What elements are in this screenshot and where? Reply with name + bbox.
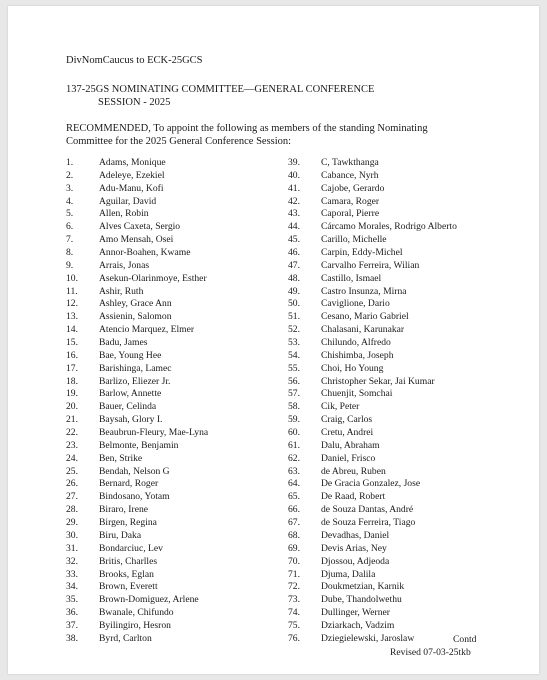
member-number: 63. xyxy=(288,465,300,477)
member-number: 25. xyxy=(66,465,78,477)
member-name: Brown, Everett xyxy=(99,581,158,593)
member-name: Devis Arias, Ney xyxy=(321,542,387,554)
member-name: Chilundo, Alfredo xyxy=(321,337,391,349)
member-number: 10. xyxy=(66,272,78,284)
member-number: 28. xyxy=(66,504,78,516)
member-number: 48. xyxy=(288,272,300,284)
member-number: 66. xyxy=(288,504,300,516)
member-name: Bernard, Roger xyxy=(99,478,159,490)
member-number: 67. xyxy=(288,517,300,529)
member-name: Britis, Charlles xyxy=(99,555,158,567)
member-name: Camara, Roger xyxy=(321,195,380,207)
member-number: 21. xyxy=(66,414,78,426)
member-name: Barlizo, Eliezer Jr. xyxy=(99,375,171,387)
member-number: 4. xyxy=(66,195,74,207)
document-page xyxy=(8,6,539,674)
member-name: Adams, Monique xyxy=(99,157,166,168)
member-name: Castillo, Ismael xyxy=(321,272,382,284)
member-number: 53. xyxy=(288,337,300,349)
member-number: 54. xyxy=(288,349,300,361)
member-number: 35. xyxy=(66,594,78,606)
member-name: Biru, Daka xyxy=(99,529,142,541)
member-name: Cik, Peter xyxy=(321,401,360,413)
member-name: Bondarciuc, Lev xyxy=(99,542,163,554)
member-name: Belmonte, Benjamin xyxy=(99,439,179,451)
member-number: 61. xyxy=(288,439,300,451)
member-name: Chalasani, Karunakar xyxy=(321,324,405,336)
member-number: 26. xyxy=(66,478,78,490)
routing-line: DivNomCaucus to ECK-25GCS xyxy=(66,55,203,66)
member-number: 33. xyxy=(66,568,78,580)
member-name: Birgen, Regina xyxy=(99,517,157,529)
member-number: 71. xyxy=(288,568,300,580)
member-number: 22. xyxy=(66,427,78,439)
member-number: 29. xyxy=(66,517,78,529)
member-name: Cabance, Nyrh xyxy=(321,169,379,181)
member-number: 43. xyxy=(288,208,300,220)
member-number: 36. xyxy=(66,607,78,619)
member-name: Baysah, Glory I. xyxy=(99,414,163,426)
member-name: Carvalho Ferreira, Wilian xyxy=(321,259,420,271)
member-number: 56. xyxy=(288,375,300,387)
member-number: 18. xyxy=(66,375,78,387)
member-number: 72. xyxy=(288,581,300,593)
member-number: 75. xyxy=(288,619,300,631)
member-name: De Raad, Robert xyxy=(321,491,386,503)
member-number: 50. xyxy=(288,298,300,310)
member-number: 15. xyxy=(66,337,78,349)
member-name: Dalu, Abraham xyxy=(321,439,380,451)
member-name: Adu-Manu, Kofi xyxy=(99,182,164,194)
member-number: 39. xyxy=(288,157,300,168)
member-name: Beaubrun-Fleury, Mae-Lyna xyxy=(99,427,209,439)
member-name: Alves Caxeta, Sergio xyxy=(99,221,181,233)
member-name: Aguilar, David xyxy=(99,195,157,207)
member-number: 44. xyxy=(288,221,300,233)
member-number: 30. xyxy=(66,529,78,541)
member-name: Bae, Young Hee xyxy=(99,349,162,361)
document-title: 137-25GS NOMINATING COMMITTEE—GENERAL CONFERENCE xyxy=(66,84,375,95)
member-number: 68. xyxy=(288,529,300,541)
member-number: 5. xyxy=(66,208,74,220)
member-name: Bindosano, Yotam xyxy=(99,491,170,503)
member-name: Byilingiro, Hesron xyxy=(99,619,171,631)
recommendation-text-continued: Committee for the 2025 General Conference Session: xyxy=(66,136,292,147)
member-number: 52. xyxy=(288,324,300,336)
member-number: 12. xyxy=(66,298,78,310)
member-name: Bwanale, Chifundo xyxy=(99,607,174,619)
member-name: Amo Mensah, Osei xyxy=(99,234,174,246)
member-number: 8. xyxy=(66,247,74,259)
member-name: C, Tawkthanga xyxy=(321,157,379,168)
member-number: 3. xyxy=(66,182,74,194)
member-name: Arrais, Jonas xyxy=(99,259,150,271)
member-name: Asekun-Olarinmoye, Esther xyxy=(99,272,207,284)
member-number: 58. xyxy=(288,401,300,413)
member-name: Allen, Robin xyxy=(99,208,149,220)
member-number: 11. xyxy=(66,285,78,297)
member-number: 46. xyxy=(288,247,300,259)
member-name: de Souza Dantas, André xyxy=(321,504,414,516)
member-name: Dziarkach, Vadzim xyxy=(321,619,395,631)
member-name: Adeleye, Ezekiel xyxy=(99,169,165,181)
member-name: Carpin, Eddy-Michel xyxy=(321,247,403,259)
member-number: 17. xyxy=(66,362,78,374)
member-number: 64. xyxy=(288,478,300,490)
member-number: 47. xyxy=(288,259,300,271)
member-number: 6. xyxy=(66,221,74,233)
member-name: Castro Insunza, Mirna xyxy=(321,285,407,297)
member-name: Christopher Sekar, Jai Kumar xyxy=(321,375,435,387)
member-number: 74. xyxy=(288,607,300,619)
member-number: 14. xyxy=(66,324,78,336)
member-number: 13. xyxy=(66,311,78,323)
member-name: Chishimba, Joseph xyxy=(321,349,394,361)
member-number: 32. xyxy=(66,555,78,567)
member-name: Ashir, Ruth xyxy=(99,285,144,297)
member-number: 34. xyxy=(66,581,78,593)
member-number: 49. xyxy=(288,285,300,297)
member-name: Doukmetzian, Karnik xyxy=(321,581,405,593)
member-name: Badu, James xyxy=(99,337,148,349)
member-number: 69. xyxy=(288,542,300,554)
member-name: Brown-Domiguez, Arlene xyxy=(99,594,199,606)
member-number: 41. xyxy=(288,182,300,194)
member-name: Cárcamo Morales, Rodrigo Alberto xyxy=(321,221,457,233)
member-name: Dube, Thandolwethu xyxy=(321,594,402,606)
member-name: Biraro, Irene xyxy=(99,504,149,516)
member-name: de Souza Ferreira, Tiago xyxy=(321,517,416,529)
member-name: Djossou, Adjeoda xyxy=(321,555,390,567)
member-name: Cesano, Mario Gabriel xyxy=(321,311,409,323)
member-name: Carillo, Michelle xyxy=(321,234,387,246)
member-name: Djuma, Dalila xyxy=(321,568,376,580)
member-name: Ben, Strike xyxy=(99,452,143,464)
recommendation-text: RECOMMENDED, To appoint the following as members of the standing Nominating xyxy=(66,123,428,134)
member-name: Caviglione, Dario xyxy=(321,298,390,310)
member-number: 37. xyxy=(66,619,78,631)
member-number: 60. xyxy=(288,427,300,439)
revision-note: Revised 07-03-25tkb xyxy=(390,647,471,658)
member-number: 51. xyxy=(288,311,300,323)
member-name: Choi, Ho Young xyxy=(321,362,384,374)
member-number: 62. xyxy=(288,452,300,464)
member-number: 59. xyxy=(288,414,300,426)
member-name: Barlow, Annette xyxy=(99,388,162,400)
member-name: Bendah, Nelson G xyxy=(99,465,170,477)
member-name: Ashley, Grace Ann xyxy=(99,298,172,310)
member-name: Cajobe, Gerardo xyxy=(321,182,385,194)
member-name: Barishinga, Lamec xyxy=(99,362,172,374)
member-number: 1. xyxy=(66,157,74,168)
member-name: Dullinger, Werner xyxy=(321,607,390,619)
member-number: 16. xyxy=(66,349,78,361)
member-number: 73. xyxy=(288,594,300,606)
member-number: 24. xyxy=(66,452,78,464)
member-name: Cretu, Andrei xyxy=(321,427,374,439)
member-name: De Gracia Gonzalez, Jose xyxy=(321,478,421,490)
member-number: 70. xyxy=(288,555,300,567)
document-title-continued: SESSION - 2025 xyxy=(98,97,171,108)
member-number: 55. xyxy=(288,362,300,374)
member-number: 31. xyxy=(66,542,78,554)
member-name: Brooks, Eglan xyxy=(99,568,154,580)
member-name: de Abreu, Ruben xyxy=(321,465,386,477)
member-number: 57. xyxy=(288,388,300,400)
member-name: Atencio Marquez, Elmer xyxy=(99,324,195,336)
member-number: 42. xyxy=(288,195,300,207)
member-number: 27. xyxy=(66,491,78,503)
member-number: 19. xyxy=(66,388,78,400)
member-number: 45. xyxy=(288,234,300,246)
member-name: Assienin, Salomon xyxy=(99,311,172,323)
member-name: Chuenjit, Somchai xyxy=(321,388,393,400)
member-name: Caporal, Pierre xyxy=(321,208,380,220)
member-number: 38. xyxy=(66,632,78,644)
member-number: 76. xyxy=(288,632,300,644)
member-name: Craig, Carlos xyxy=(321,414,373,426)
member-name: Daniel, Frisco xyxy=(321,452,376,464)
member-name: Bauer, Celinda xyxy=(99,401,157,413)
member-number: 2. xyxy=(66,169,74,181)
member-name: Annor-Boahen, Kwame xyxy=(99,247,191,259)
continued-note: Contd xyxy=(453,634,477,645)
member-number: 7. xyxy=(66,234,74,246)
member-number: 40. xyxy=(288,169,300,181)
member-name: Dziegielewski, Jaroslaw xyxy=(321,632,415,644)
member-number: 9. xyxy=(66,259,74,271)
member-number: 23. xyxy=(66,439,78,451)
member-number: 65. xyxy=(288,491,300,503)
member-number: 20. xyxy=(66,401,78,413)
member-name: Devadhas, Daniel xyxy=(321,529,390,541)
member-name: Byrd, Carlton xyxy=(99,632,152,644)
